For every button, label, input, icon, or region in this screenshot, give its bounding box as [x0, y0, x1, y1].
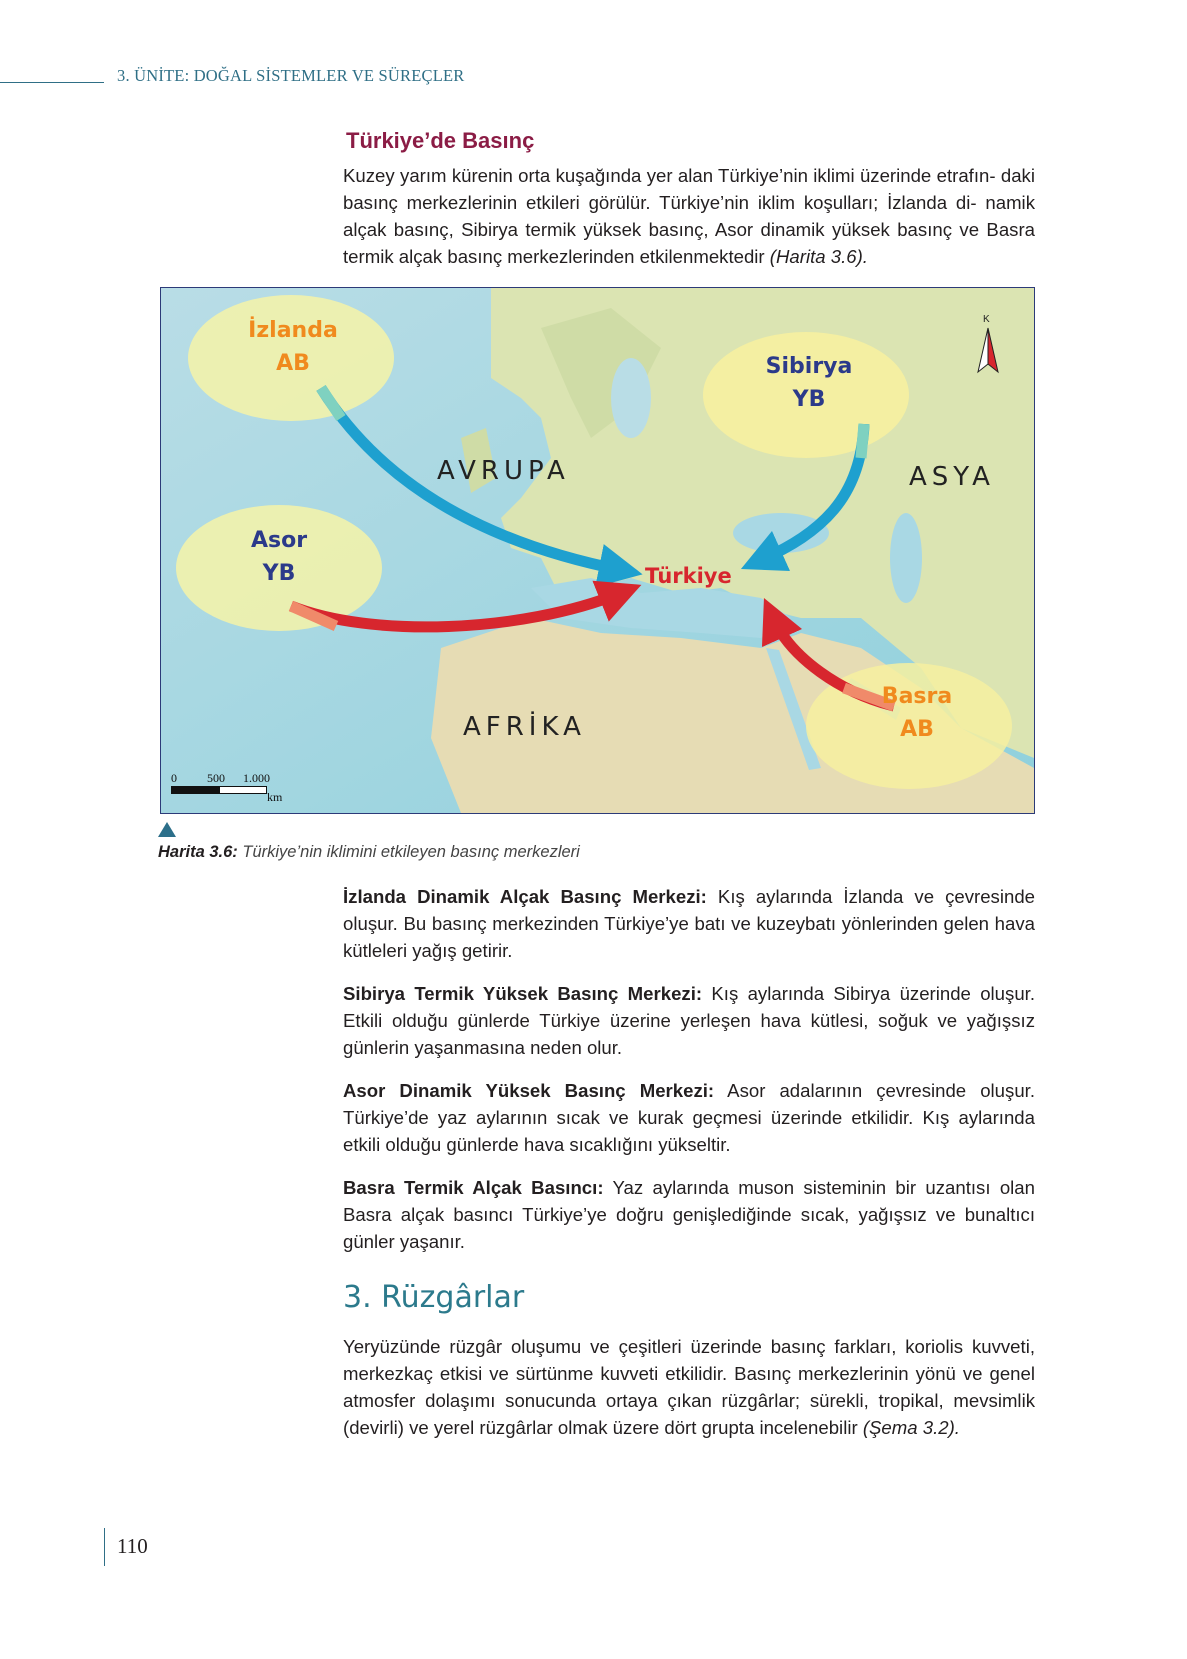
scale-bar	[167, 771, 287, 807]
map-reference: (Harita 3.6).	[769, 246, 868, 267]
continent-label-avrupa: AVRUPA	[437, 456, 570, 486]
intro-line: ve Basra termik alçak basınç merkezlerinden etkilenmektedir	[343, 219, 1035, 267]
caption-label: Harita 3.6:	[158, 843, 238, 861]
definition-text: Asor adalarının çevresinde oluşur. Türkiye’de yaz aylarının sıcak ve kurak geçmesi üzerinde etkilidir. Kış aylarında etkili olduğu günlerde hava sıcaklığını yükseltir.	[343, 1080, 1035, 1155]
country-label-turkiye: Türkiye	[645, 564, 732, 588]
section-title: Türkiye’de Basınç	[346, 128, 535, 153]
scale-bar-black	[171, 786, 220, 794]
center-type: YB	[262, 561, 296, 586]
scale-tick-1000: 1.000	[243, 771, 270, 785]
continent-label-afrika: AFRİKA	[463, 712, 586, 742]
definition-asor	[343, 1077, 1035, 1158]
pressure-center-asor	[219, 528, 339, 586]
page-number-rule	[104, 1528, 105, 1566]
definition-sibirya	[343, 980, 1035, 1061]
pressure-centers-map	[160, 287, 1035, 814]
center-name: Basra	[881, 684, 953, 709]
winds-paragraph	[343, 1333, 1035, 1441]
unit-title: 3. ÜNİTE: DOĞAL SİSTEMLER VE SÜREÇLER	[117, 66, 465, 85]
winds-text: Yeryüzünde rüzgâr oluşumu ve çeşitleri üzerinde basınç farkları, koriolis kuvveti, merkezkaç etkisi ve sürtünme kuvveti etkilidir. Basınç merkezlerinin yönü ve genel atmosfer dolaşımı sonucunda ortaya çıkan rüzgârlar; sürekli, tropikal, mevsimlik (devirli) ve yerel rüzgârlar olmak üzere dört grupta incelenebilir	[343, 1336, 1035, 1438]
pressure-center-basra	[857, 684, 977, 742]
scale-tick-500: 500	[207, 771, 225, 785]
scale-unit: km	[267, 790, 283, 804]
intro-line: daki basınç merkezlerinin etkileri görülür. Türkiye’nin iklim koşulları; İzlanda di-	[343, 165, 1035, 213]
caption-triangle-icon	[158, 822, 176, 837]
center-type: AB	[900, 717, 934, 742]
pressure-center-sibirya	[749, 354, 869, 412]
page-number: 110	[117, 1534, 148, 1558]
scale-bar-white	[219, 786, 267, 794]
definition-term: Sibirya Termik Yüksek Basınç Merkezi:	[343, 983, 703, 1004]
map-caption	[158, 843, 580, 862]
definition-izlanda	[343, 883, 1035, 964]
center-type: YB	[792, 387, 826, 412]
center-type: AB	[276, 351, 310, 376]
intro-line: Kuzey yarım kürenin orta kuşağında yer alan Türkiye’nin iklimi üzerinde etrafın-	[343, 165, 1001, 186]
winds-section-title: 3. Rüzgârlar	[343, 1280, 525, 1315]
center-name: Asor	[250, 528, 308, 553]
north-arrow-icon	[973, 314, 1003, 374]
definition-text: Yaz aylarında muson sisteminin bir uzantısı olan Basra alçak basıncı Türkiye’ye doğru genişlediğinde sıcak, yağışsız ve bunaltıcı günler yaşanır.	[343, 1177, 1035, 1252]
continent-label-asya: ASYA	[909, 462, 995, 492]
schema-reference: (Şema 3.2).	[862, 1417, 960, 1438]
scale-tick-0: 0	[171, 771, 177, 785]
north-label: K	[983, 314, 990, 325]
caption-text: Türkiye’nin iklimini etkileyen basınç merkezleri	[237, 843, 580, 861]
center-name: Sibirya	[765, 354, 853, 379]
definition-text: Kış aylarında İzlanda ve çevresinde oluşur. Bu basınç merkezinden Türkiye’ye batı ve kuzeybatı yönlerinden gelen hava kütleleri yağış getirir.	[343, 886, 1036, 961]
center-name: İzlanda	[248, 318, 338, 343]
definition-text: Kış aylarında Sibirya üzerinde oluşur. Etkili olduğu günlerde Türkiye üzerine yerleşen hava kütlesi, soğuk ve yağışsız günlerin yaşanmasına neden olur.	[343, 983, 1035, 1058]
pressure-center-izlanda	[233, 318, 353, 376]
definition-basra	[343, 1174, 1035, 1255]
header-rule	[0, 82, 104, 83]
definition-term: Asor Dinamik Yüksek Basınç Merkezi:	[343, 1080, 715, 1101]
intro-line: namik alçak basınç, Sibirya termik yüksek basınç, Asor dinamik yüksek basınç	[343, 192, 1035, 240]
intro-paragraph	[343, 162, 1035, 270]
definition-term: Basra Termik Alçak Basıncı:	[343, 1177, 604, 1198]
definition-term: İzlanda Dinamik Alçak Basınç Merkezi:	[343, 886, 707, 907]
